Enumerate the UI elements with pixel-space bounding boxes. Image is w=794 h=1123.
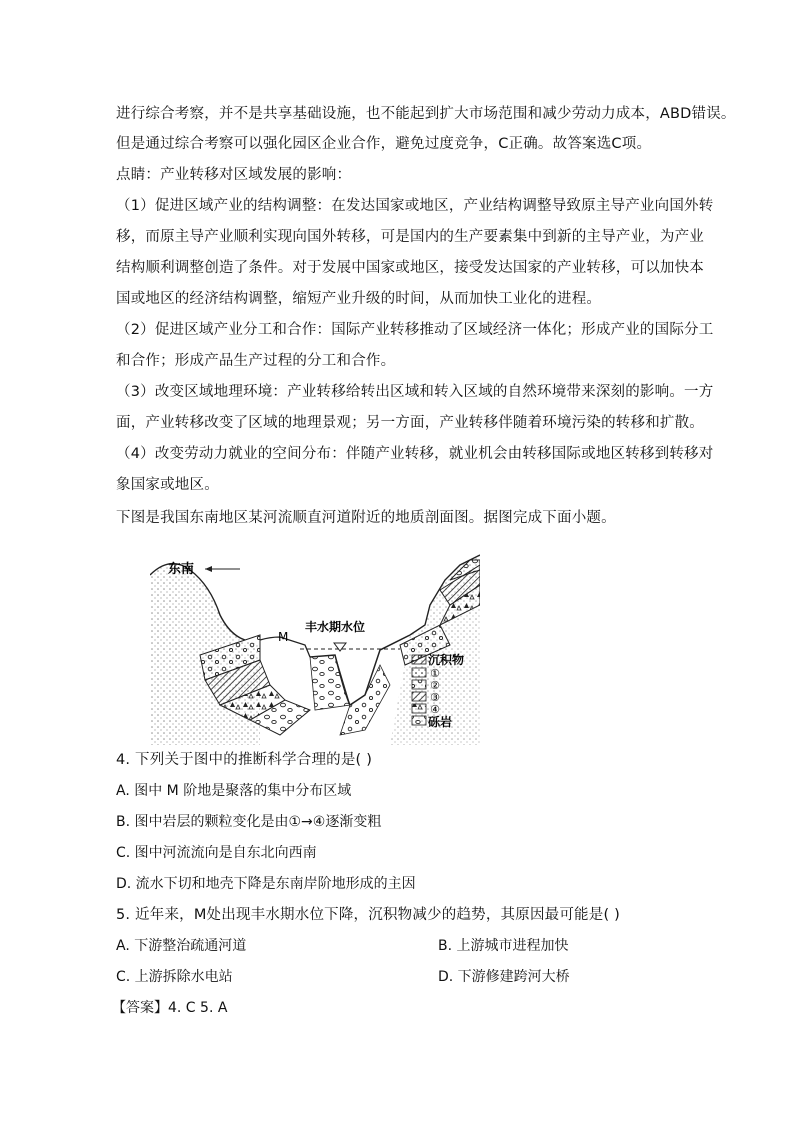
- text-line: 面，产业转移改变了区域的地理景观；另一方面，产业转移伴随着环境污染的转移和扩散。: [116, 415, 704, 431]
- question-4-option-d: D. 流水下切和地壳下降是东南岸阶地形成的主因: [116, 876, 416, 892]
- text-line: （2）促进区域产业分工和合作：国际产业转移推动了区域经济一体化；形成产业的国际分工: [116, 322, 714, 338]
- direction-label: 东南: [168, 562, 195, 577]
- text-line: 结构顺利调整创造了条件。对于发展中国家或地区，接受发达国家的产业转移，可以加快本: [116, 260, 704, 276]
- question-5-option-d: D. 下游修建跨河大桥: [438, 969, 570, 985]
- text-line: 象国家或地区。: [116, 477, 219, 493]
- point-m-label: M: [278, 630, 289, 644]
- legend-label: 沉积物: [428, 653, 465, 667]
- legend-label: ①: [430, 667, 440, 680]
- question-4-stem: 4. 下列关于图中的推断科学合理的是( ): [116, 752, 373, 768]
- river-channel: [300, 635, 410, 735]
- left-bank: [150, 564, 310, 745]
- question-4-option-c: C. 图中河流流向是自东北向西南: [116, 845, 317, 861]
- text-line: （4）改变劳动力就业的空间分布：伴随产业转移，就业机会由转移国际或地区转移到转移对: [116, 446, 714, 462]
- text-line: 点睛：产业转移对区域发展的影响：: [116, 167, 352, 183]
- question-5-option-b: B. 上游城市进程加快: [438, 938, 569, 954]
- text-line: 移，而原主导产业顺利实现向国外转移，可是国内的生产要素集中到新的主导产业，为产业: [116, 229, 704, 245]
- legend-label: ②: [430, 679, 440, 692]
- text-line: （3）改变区域地理环境：产业转移给转出区域和转入区域的自然环境带来深刻的影响。一方: [116, 384, 714, 400]
- text-line: 国或地区的经济结构调整，缩短产业升级的时间，从而加快工业化的进程。: [116, 291, 602, 307]
- question-5-option-a: A. 下游整治疏通河道: [116, 938, 247, 954]
- question-5-stem: 5. 近年来，M处出现丰水期水位下降，沉积物减少的趋势，其原因最可能是( ): [116, 907, 620, 923]
- text-line: 和合作；形成产品生产过程的分工和合作。: [116, 353, 396, 369]
- text-line: （1）促进区域产业的结构调整：在发达国家或地区，产业结构调整导致原主导产业向国外转: [116, 198, 714, 214]
- question-4-option-a: A. 图中 M 阶地是聚落的集中分布区域: [116, 783, 352, 799]
- text-line: 下图是我国东南地区某河流顺直河道附近的地质剖面图。据图完成下面小题。: [116, 510, 616, 526]
- legend-label: ③: [430, 691, 440, 704]
- question-4-option-b: B. 图中岩层的颗粒变化是由①→④逐渐变粗: [116, 814, 382, 830]
- question-5-option-c: C. 上游拆除水电站: [116, 969, 233, 985]
- text-line: 进行综合考察，并不是共享基础设施，也不能起到扩大市场范围和减少劳动力成本，ABD错误。: [116, 106, 736, 122]
- legend-label: 砾岩: [428, 715, 453, 729]
- text-line: 但是通过综合考察可以强化园区企业合作，避免过度竞争，C正确。故答案选C项。: [116, 136, 652, 152]
- geologic-cross-section: [150, 545, 480, 745]
- legend-label: ④: [430, 703, 440, 716]
- answer-line: 【答案】4. C 5. A: [112, 1000, 228, 1016]
- water-level-label: 丰水期水位: [305, 620, 366, 634]
